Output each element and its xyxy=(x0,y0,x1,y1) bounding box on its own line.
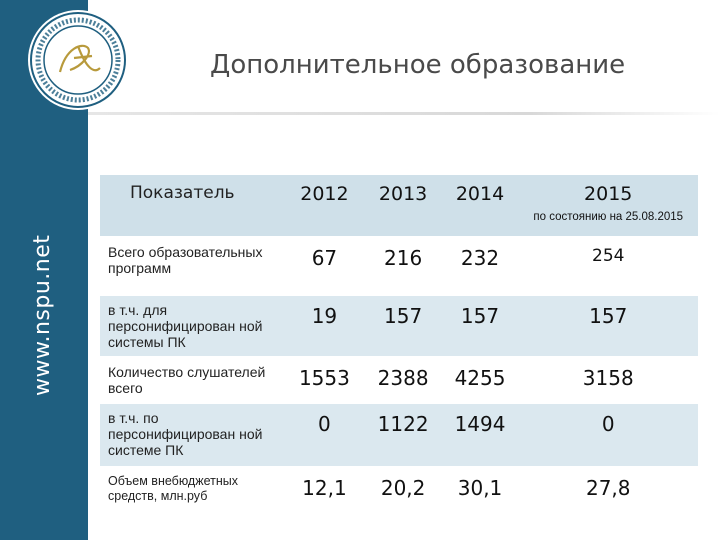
page-title: Дополнительное образование xyxy=(210,50,626,80)
cell-2013: 157 xyxy=(384,304,423,328)
table-row xyxy=(100,467,698,511)
education-table xyxy=(100,175,698,511)
row-label: в т.ч. для персонифицирован ной системы ПК xyxy=(108,302,263,350)
cell-2012: 1553 xyxy=(298,366,350,390)
cell-2013: 2388 xyxy=(377,366,429,390)
cell-2012: 0 xyxy=(318,412,331,436)
cell-2013: 20,2 xyxy=(380,476,426,500)
cell-2014: 232 xyxy=(460,246,500,270)
cell-2014: 4255 xyxy=(454,366,506,390)
cell-2013: 216 xyxy=(384,246,423,270)
row-label: Количество слушателей всего xyxy=(108,364,266,396)
header-indicator: Показатель xyxy=(130,183,235,203)
table-header-row xyxy=(100,175,698,237)
cell-2015: 254 xyxy=(592,246,625,266)
row-label: в т.ч. по персонифицирован ной системе ПК xyxy=(108,410,263,458)
title-divider xyxy=(88,112,720,115)
row-label: Объем внебюджетных средств, млн.руб xyxy=(108,474,238,503)
site-url: www.nspu.net xyxy=(30,234,55,396)
table-row xyxy=(100,357,698,403)
header-2015 xyxy=(518,175,698,237)
header-2015-year: 2015 xyxy=(584,183,633,205)
cell-2014: 157 xyxy=(460,304,500,328)
table-row xyxy=(100,403,698,467)
header-2013: 2013 xyxy=(378,183,428,205)
university-seal-logo xyxy=(26,8,130,112)
header-2012: 2012 xyxy=(300,183,349,205)
cell-2015: 157 xyxy=(589,304,628,328)
cell-2015: 0 xyxy=(601,412,615,436)
header-2015-note: по состоянию на 25.08.2015 xyxy=(533,211,684,223)
cell-2012: 67 xyxy=(311,246,338,270)
cell-2012: 19 xyxy=(311,304,338,328)
row-label: Всего образовательных программ xyxy=(108,244,263,276)
table-row xyxy=(100,237,698,295)
table-row xyxy=(100,295,698,357)
cell-2014: 1494 xyxy=(454,412,506,436)
cell-2012: 12,1 xyxy=(302,476,347,500)
cell-2014: 30,1 xyxy=(457,476,503,500)
header-2014: 2014 xyxy=(455,183,505,205)
cell-2013: 1122 xyxy=(377,412,429,436)
cell-2015: 27,8 xyxy=(585,476,631,500)
cell-2015: 3158 xyxy=(582,366,634,390)
